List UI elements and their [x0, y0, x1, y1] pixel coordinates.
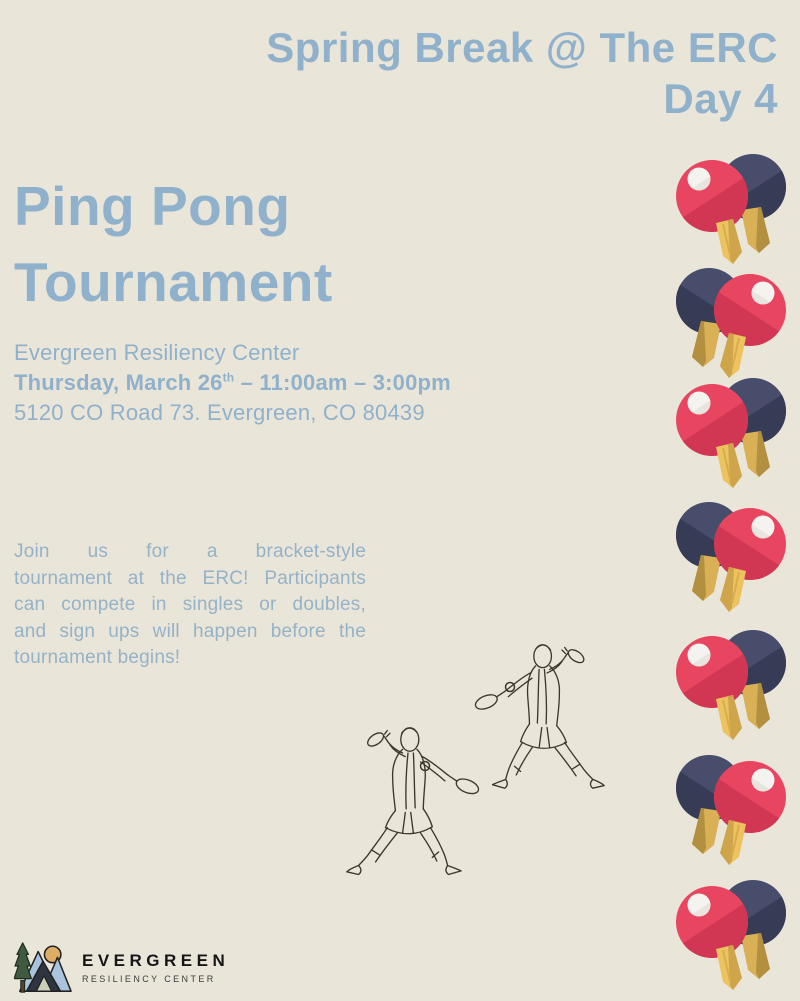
paddle-pair-illustration — [671, 498, 791, 618]
logo-text — [82, 951, 229, 985]
address-text: 5120 CO Road 73. Evergreen, CO 80439 — [14, 400, 425, 425]
paddle-pair-illustration — [671, 751, 791, 871]
logo-tagline: RESILIENCY CENTER — [82, 974, 216, 984]
date-time: – 11:00am – 3:00pm — [234, 370, 451, 395]
mountain-logo-icon — [14, 941, 72, 995]
header-line-day: Day 4 — [663, 75, 778, 122]
title-line-2: Tournament — [14, 251, 333, 313]
description-paragraph — [14, 539, 366, 672]
date-time-text — [14, 368, 451, 398]
description-line: tournament begins! — [14, 647, 181, 668]
title-line-1: Ping Pong — [14, 175, 291, 237]
description-line: Join us for a bracket-style — [14, 541, 366, 562]
paddle-pair-illustration — [671, 264, 791, 384]
date-main: Thursday, March 26 — [14, 370, 223, 395]
header-line-spring-break: Spring Break @ The ERC — [266, 24, 778, 71]
page-title — [14, 168, 333, 320]
players-sketch-illustration — [323, 630, 625, 888]
header-titles — [266, 22, 778, 124]
paddle-pair-illustration — [671, 876, 791, 996]
event-details — [14, 338, 451, 428]
footer-logo — [14, 941, 229, 995]
paddle-pair-illustration — [671, 150, 791, 270]
paddle-pair-illustration — [671, 626, 791, 746]
venue-text: Evergreen Resiliency Center — [14, 340, 300, 365]
description-line: can compete in singles or doubles, — [14, 594, 366, 615]
paddle-pair-illustration — [671, 374, 791, 494]
description-line: tournament at the ERC! Participants — [14, 567, 366, 589]
description-line: and sign ups will happen before the — [14, 620, 366, 642]
logo-name: EVERGREEN — [82, 951, 230, 970]
date-ordinal: th — [222, 370, 235, 385]
